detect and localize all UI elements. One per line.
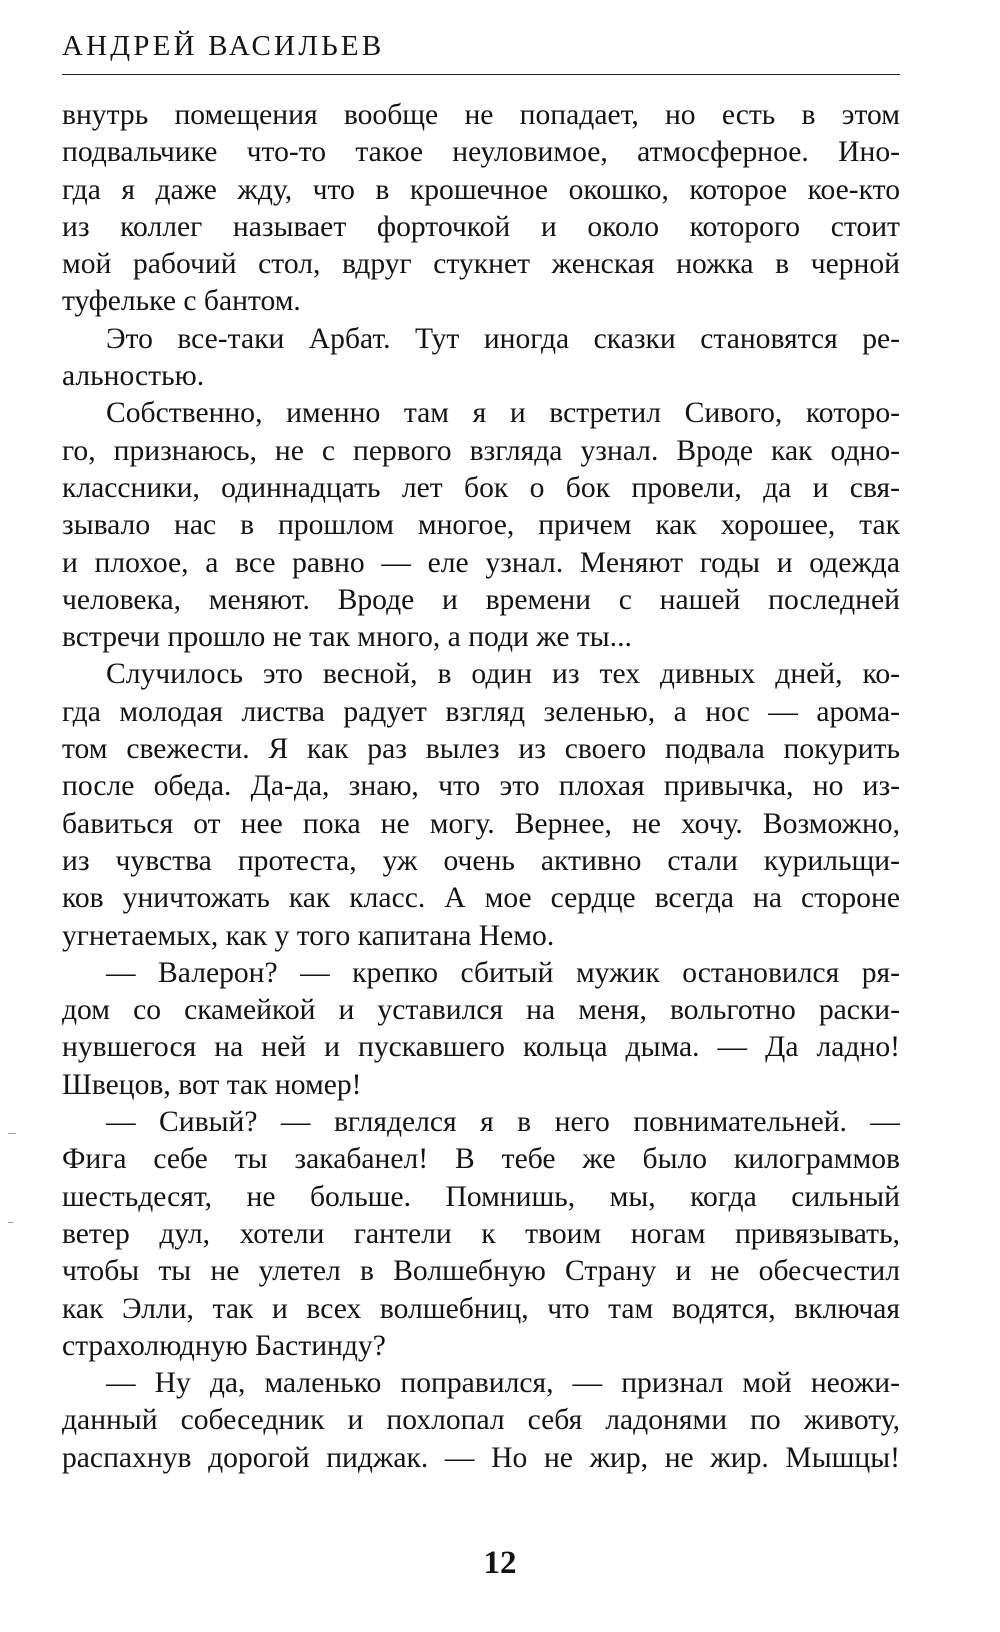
text-line: Случилось это весной, в один из тех дивных дней, ко- xyxy=(106,658,900,691)
margin-mark xyxy=(8,1222,13,1223)
text-line: шестьдесят, не больше. Помнишь, мы, когда сильный xyxy=(62,1180,900,1213)
text-line: — Валерон? — крепко сбитый мужик остановился ря- xyxy=(106,956,900,989)
text-line: гда я даже жду, что в крошечное окошко, которое кое-кто xyxy=(62,173,900,206)
text-line: дом со скамейкой и уставился на меня, вольготно раски- xyxy=(62,994,900,1027)
text-line: страхолюдную Бастинду? xyxy=(62,1329,386,1362)
text-line: распахнув дорогой пиджак. — Но не жир, не жир. Мышцы! xyxy=(62,1441,900,1474)
text-line: чтобы ты не улетел в Волшебную Страну и не обесчестил xyxy=(62,1255,900,1288)
text-line: угнетаемых, как у того капитана Немо. xyxy=(62,919,555,952)
text-line: — Ну да, маленько поправился, — признал мой неожи- xyxy=(106,1367,900,1400)
text-line: альностью. xyxy=(62,360,205,393)
text-line: после обеда. Да-да, знаю, что это плохая привычка, но из- xyxy=(62,770,900,803)
text-line: из коллег называет форточкой и около которого стоит xyxy=(62,210,900,243)
text-line: Швецов, вот так номер! xyxy=(62,1068,362,1101)
text-line: Это все-таки Арбат. Тут иногда сказки становятся ре- xyxy=(106,322,900,355)
text-line: встречи прошло не так много, а поди же ты... xyxy=(62,621,632,654)
text-line: том свежести. Я как раз вылез из своего подвала покурить xyxy=(62,733,900,766)
text-line: как Элли, так и всех волшебниц, что там водятся, включая xyxy=(62,1292,900,1325)
text-line: Фига себе ты закабанел! В тебе же было килограммов xyxy=(62,1143,900,1176)
text-line: подвальчике что-то такое неуловимое, атмосферное. Ино- xyxy=(62,136,900,169)
text-line: Собственно, именно там я и встретил Сивого, которо- xyxy=(106,397,900,430)
text-line: данный собеседник и похлопал себя ладонями по животу, xyxy=(62,1404,900,1437)
running-head-author: АНДРЕЙ ВАСИЛЬЕВ xyxy=(62,30,385,62)
page-number: 12 xyxy=(483,1545,517,1581)
text-line: зывало нас в прошлом многое, причем как хорошее, так xyxy=(62,509,900,542)
text-line: ков уничтожать как класс. А мое сердце всегда на стороне xyxy=(62,882,900,915)
text-line: человека, меняют. Вроде и времени с нашей последней xyxy=(62,583,900,616)
header-rule xyxy=(62,74,900,75)
margin-mark xyxy=(8,1133,16,1134)
text-line: бавиться от нее пока не могу. Вернее, не хочу. Возможно, xyxy=(62,807,900,840)
text-line: мой рабочий стол, вдруг стукнет женская ножка в черной xyxy=(62,248,900,281)
text-line: и плохое, а все равно — еле узнал. Меняют годы и одежда xyxy=(62,546,900,579)
text-line: туфельке с бантом. xyxy=(62,285,301,318)
text-line: гда молодая листва радует взгляд зеленью, а нос — арома- xyxy=(62,695,900,728)
text-line: классники, одиннадцать лет бок о бок провели, да и свя- xyxy=(62,471,900,504)
text-line: — Сивый? — вгляделся я в него повнимательней. — xyxy=(106,1106,900,1139)
text-line: из чувства протеста, уж очень активно стали курильщи- xyxy=(62,844,900,877)
text-line: нувшегося на ней и пускавшего кольца дыма. — Да ладно! xyxy=(62,1031,900,1064)
body-text xyxy=(62,97,900,1477)
text-line: ветер дул, хотели гантели к твоим ногам привязывать, xyxy=(62,1217,900,1250)
text-line: го, признаюсь, не с первого взгляда узнал. Вроде как одно- xyxy=(62,434,900,467)
text-line: внутрь помещения вообще не попадает, но есть в этом xyxy=(62,99,900,131)
